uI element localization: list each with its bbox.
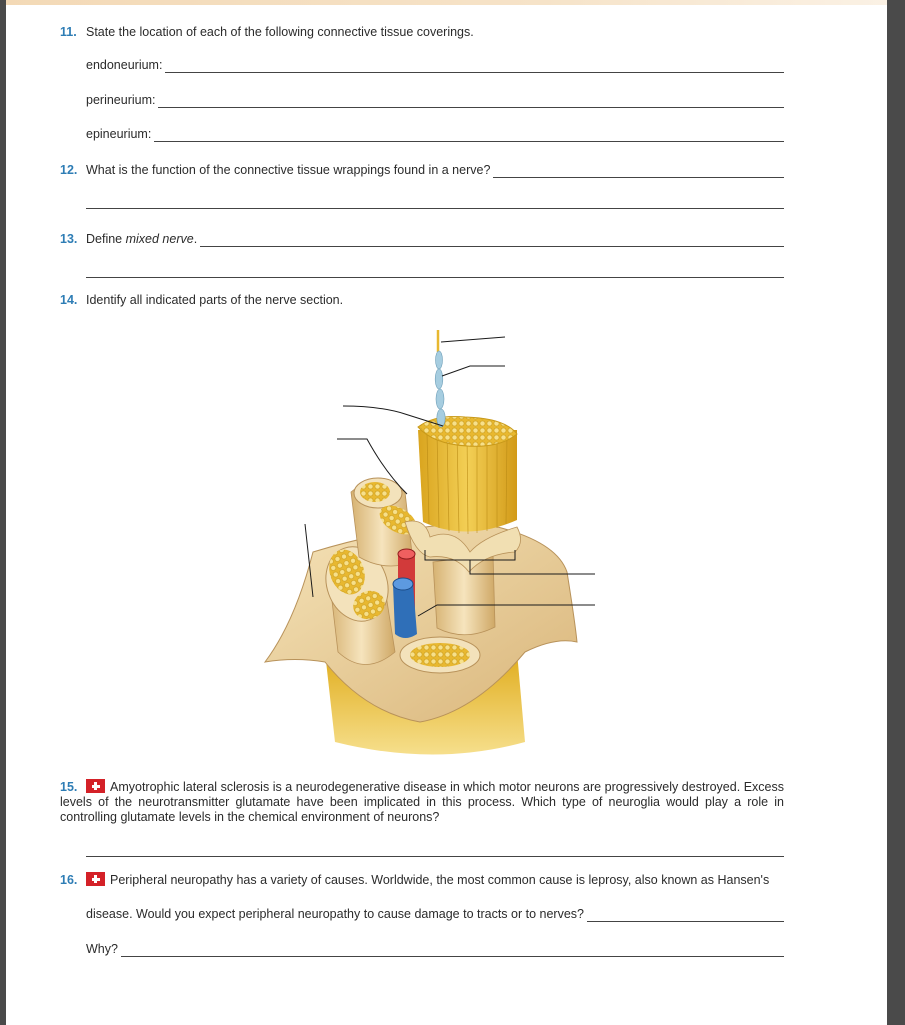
nerve-cross-section-figure: [255, 322, 615, 762]
answer-blank[interactable]: [86, 277, 784, 278]
question-text-prefix: Define: [86, 232, 126, 246]
viewer-left-edge: [0, 0, 6, 1025]
question-text: [86, 231, 200, 247]
question-text: State the location of each of the following connective tissue coverings.: [86, 25, 474, 39]
answer-blank[interactable]: [121, 945, 784, 957]
answer-blank[interactable]: [587, 910, 784, 922]
question-14: [60, 292, 343, 308]
answer-label: perineurium:: [86, 93, 156, 107]
question-text-suffix: .: [193, 232, 198, 246]
answer-blank[interactable]: [158, 96, 784, 108]
vein-lumen: [393, 578, 413, 590]
question-text: What is the function of the connective tissue wrappings found in a nerve?: [86, 163, 491, 177]
question-text: Identify all indicated parts of the nerve section.: [86, 293, 344, 307]
question-11: [60, 24, 474, 40]
answer-blank[interactable]: [165, 61, 784, 73]
fascicle-rear-fibers: [360, 482, 390, 502]
question-text: Amyotrophic lateral sclerosis is a neurodegenerative disease in which motor neurons are progressively destroyed. Excess levels of the neurotransmitter glutamate have been implicated in this process. Which type of neuroglia would play a role in controlling glutamate levels in the chemical environment of neurons?: [60, 780, 784, 824]
question-15: [60, 779, 784, 825]
answer-blank[interactable]: [493, 166, 784, 178]
answer-row-epineurium: [86, 126, 784, 142]
answer-label: endoneurium:: [86, 58, 163, 72]
question-term: mixed nerve: [125, 232, 194, 246]
question-number: 16.: [60, 873, 78, 887]
viewer-scrollbar-track[interactable]: [887, 0, 905, 1025]
clinical-cross-icon: [86, 779, 105, 793]
answer-row-endoneurium: [86, 57, 784, 73]
question-text: disease. Would you expect peripheral neuropathy to cause damage to tracts or to nerves?: [86, 907, 584, 921]
artery-lumen: [398, 549, 415, 559]
question-number: 15.: [60, 780, 78, 794]
page-top-strip: [0, 0, 905, 5]
question-number: 11.: [60, 25, 77, 39]
fascicle-bottom-fibers: [410, 643, 470, 667]
question-16: [60, 872, 784, 888]
answer-blank[interactable]: [200, 235, 784, 247]
question-text: Peripheral neuropathy has a variety of causes. Worldwide, the most common cause is leprosy, also known as Hansen's: [110, 873, 770, 887]
answer-row-perineurium: [86, 92, 784, 108]
question-number: 12.: [60, 163, 78, 177]
answer-blank[interactable]: [86, 208, 784, 209]
question-13: [60, 231, 784, 247]
clinical-cross-icon: [86, 872, 105, 886]
answer-blank[interactable]: [86, 856, 784, 857]
question-number: 14.: [60, 293, 78, 307]
question-number: 13.: [60, 232, 78, 246]
question-16-why: [86, 941, 784, 957]
myelin-sheath: [435, 351, 445, 427]
question-12: [60, 162, 784, 178]
why-label: Why?: [86, 942, 118, 956]
answer-label: epineurium:: [86, 127, 152, 141]
answer-blank[interactable]: [154, 130, 784, 142]
question-16-line2: [86, 906, 784, 922]
